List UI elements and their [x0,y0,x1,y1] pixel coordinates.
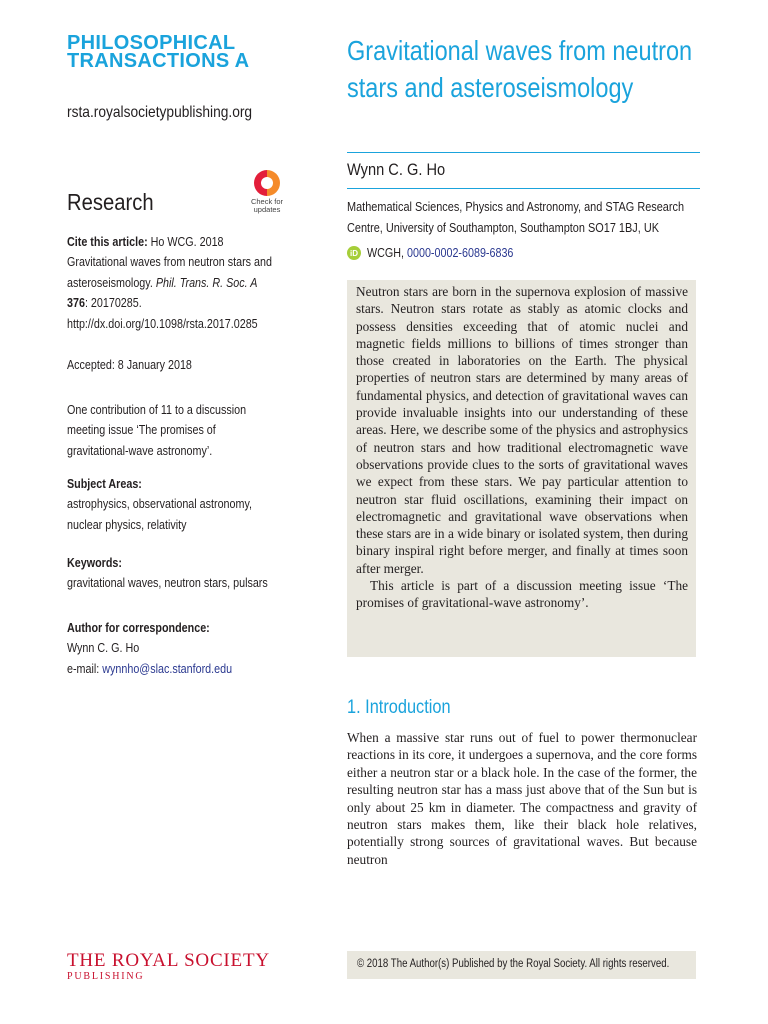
correspondence-label: Author for correspondence: [67,621,210,635]
keywords-label: Keywords: [67,556,122,570]
subject-areas-label: Subject Areas: [67,477,142,491]
publisher-name: THE ROYAL SOCIETY [67,950,270,971]
cite-label: Cite this article: [67,235,148,249]
correspondence-name: Wynn C. G. Ho [67,641,140,656]
author-name: Wynn C. G. Ho [347,160,446,179]
journal-name-line2: TRANSACTIONS A [67,50,250,72]
email-label: e-mail: [67,661,103,676]
copyright-text: © 2018 The Author(s) Published by the Royal Society. All rights reserved. [357,958,670,970]
cite-doi[interactable]: http://dx.doi.org/10.1098/rsta.2017.0285 [67,316,258,331]
check-updates-label: Check for updates [250,197,284,214]
publisher-subtitle: PUBLISHING [67,971,145,982]
check-for-updates-badge[interactable] [243,170,291,214]
author-affiliation: Mathematical Sciences, Physics and Astronomy, and STAG Research Centre, University of Southampton, Southampton SO17 1BJ, UK [347,199,685,235]
publisher-logo [67,951,270,983]
correspondence-email-link[interactable]: wynnho@slac.stanford.edu [102,661,233,676]
accepted-date: Accepted: 8 January 2018 [67,358,192,372]
section-heading-introduction: 1. Introduction [347,697,451,718]
cite-journal: Phil. Trans. R. Soc. A [155,275,258,290]
abstract-paragraph: Neutron stars are born in the supernova explosion of massive stars. Neutron stars rotate as stably as atomic clocks and possess densities exceeding that of atomic nuclei and magnetic fields millions to billions of times stronger than those created in laboratories on the Earth. The physical properties of neutron stars are determined by many areas of fundamental physics, and detection of gravitational waves can provide invaluable insights into our understanding of these areas. Here, we describe some of the physics and astrophysics of neutron stars and how traditional electromagnetic wave observations provide clues to the sorts of gravitational waves we expect from these stars. We pay particular attention to neutron star fluid oscillations, examining their impact on electromagnetic and gravitational wave observations when these stars are in a wide binary or isolated system, then during binary inspiral right before merger, and finally at times soon after merger. [356,284,688,576]
abstract-issue-note: This article is part of a discussion meeting issue ‘The promises of gravitational-wave astronomy’. [356,578,688,611]
subject-areas-value: astrophysics, observational astronomy, nuclear physics, relativity [67,497,253,532]
abstract-box [347,280,696,657]
article-title: Gravitational waves from neutron stars and asteroseismology [347,35,693,103]
cite-text: Ho WCG. 2018 Gravitational waves from neutron stars and asteroseismology. [67,235,272,290]
orcid-link[interactable]: 0000-0002-6089-6836 [407,246,514,260]
introduction-body: When a massive star runs out of fuel to power thermonuclear reactions in its core, it undergoes a supernova, and the core forms either a neutron star or a black hole. In the case of the former, the resulting neutron star has a mass just above that of the Sun but is only about 25 km in diameter. The compactness and gravity of neutron stars makes them, like their black hole relatives, potentially strong sources of gravitational waves. But because neutron [347,730,697,867]
cite-volume: 376 [67,296,85,311]
title-rule [347,152,700,153]
subject-areas [67,474,278,535]
orcid-text [367,246,513,260]
orcid-initials: WCGH, [367,246,408,260]
orcid-icon: iD [347,246,361,260]
orcid-row [347,246,537,260]
journal-name [67,34,249,70]
crossmark-icon [254,170,280,196]
correspondence [67,618,278,679]
journal-name-line1: PHILOSOPHICAL [67,32,236,54]
keywords [67,553,278,594]
cite-pages: : 20170285. [84,296,142,311]
contribution-note: One contribution of 11 to a discussion meeting issue ‘The promises of gravitational-wave astronomy’. [67,403,247,458]
keywords-value: gravitational waves, neutron stars, pulsars [67,576,268,591]
section-label: Research [67,189,154,215]
journal-site-url[interactable]: rsta.royalsocietypublishing.org [67,104,253,121]
copyright-notice [347,951,696,979]
author-rule [347,188,700,189]
citation [67,232,278,334]
